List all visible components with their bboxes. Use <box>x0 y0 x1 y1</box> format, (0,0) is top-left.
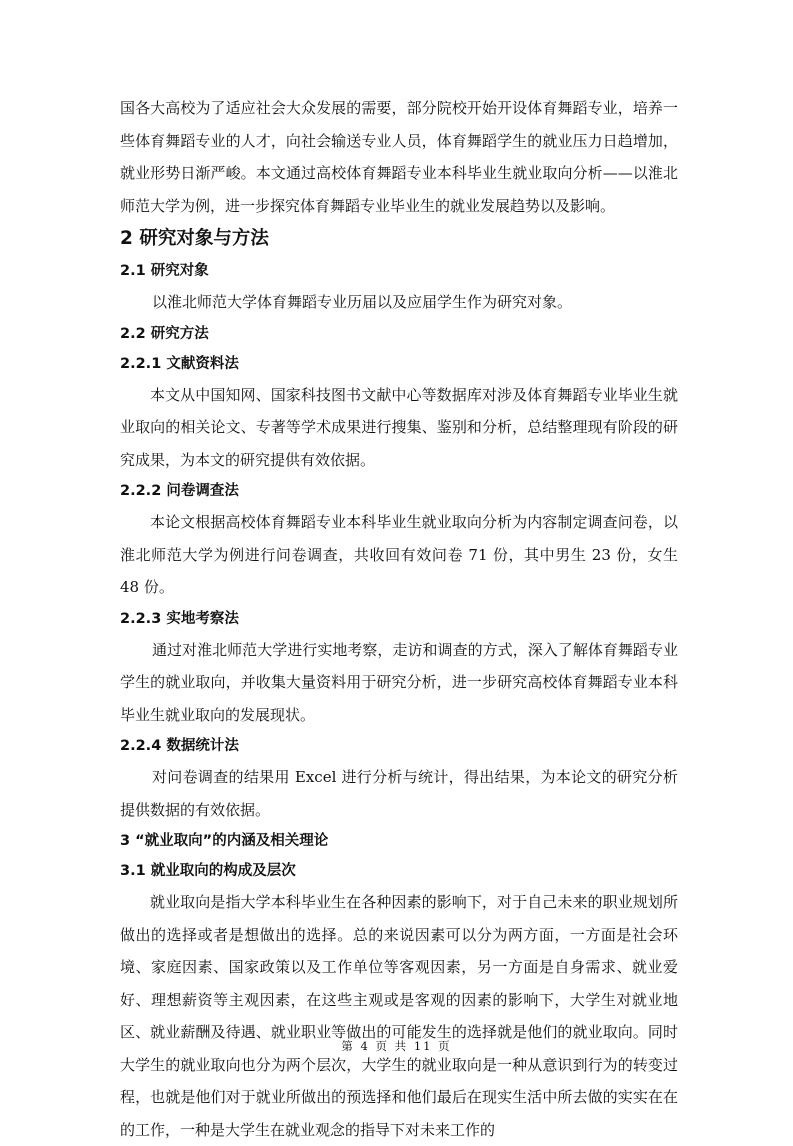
section-2-2-1-heading: 2.2.1 文献资料法 <box>120 355 239 372</box>
page-content <box>120 92 678 1146</box>
section-2-2-4-paragraph: 对问卷调查的结果用 Excel 进行分析与统计，得出结果，为本论文的研究分析提供数据的有效依据。 <box>120 768 678 819</box>
section-2-2-2-heading: 2.2.2 问卷调查法 <box>120 483 239 499</box>
section-2-2-3-heading: 2.2.3 实地考察法 <box>120 610 239 627</box>
section-3-heading: 3 “就业取向”的内涵及相关理论 <box>120 833 329 849</box>
section-2-2-2-paragraph: 本论文根据高校体育舞蹈专业本科毕业生就业取向分析为内容制定调查问卷，以淮北师范大学为例进行问卷调查，共收回有效问卷 71 份，其中男生 23 份，女生 48 份。 <box>120 513 678 596</box>
section-2-2-1-paragraph: 本文从中国知网、国家科技图书文献中心等数据库对涉及体育舞蹈专业毕业生就业取向的相关论文、专著等学术成果进行搜集、鉴别和分析，总结整理现有阶段的研究成果，为本文的研究提供有效依据。 <box>120 385 678 469</box>
section-2-2-heading: 2.2 研究方法 <box>120 325 209 342</box>
section-2-2-3-paragraph: 通过对淮北师范大学进行实地考察，走访和调查的方式，深入了解体育舞蹈专业学生的就业取向，并收集大量资料用于研究分析，进一步研究高校体育舞蹈专业本科毕业生就业取向的发展现状。 <box>120 640 678 724</box>
section-3-1-paragraph: 就业取向是指大学本科毕业生在各种因素的影响下，对于自己未来的职业规划所做出的选择或者是想做出的选择。总的来说因素可以分为两方面，一方面是社会环境、家庭因素、国家政策以及工作单位等客观因素，另一方面是自身需求、就业爱好、理想薪资等主观因素，在这些主观或是客观的因素的影响下，大学生对就业地区、就业薪酬及待遇、就业职业等做出的可能发生的选择就是他们的就业取向。同时大学生的就业取向也分为两个层次，大学生的就业取向是一种从意识到行为的转变过程，也就是他们对于就业所做出的预选择和他们最后在现实生活中所去做的实实在在的工作，一种是大学生在就业观念的指导下对未来工作的 <box>120 893 678 1139</box>
section-3-1-heading: 3.1 就业取向的构成及层次 <box>120 863 296 879</box>
page-number-footer: 第 4 页 共 11 页 <box>341 1039 452 1053</box>
section-2-1-paragraph: 以淮北师范大学体育舞蹈专业历届以及应届学生作为研究对象。 <box>152 293 573 311</box>
section-2-heading: 2 研究对象与方法 <box>120 228 269 249</box>
section-2-2-4-heading: 2.2.4 数据统计法 <box>120 738 239 754</box>
intro-paragraph: 国各大高校为了适应社会大众发展的需要，部分院校开始开设体育舞蹈专业，培养一些体育舞蹈专业的人才，向社会输送专业人员，体育舞蹈学生的就业压力日趋增加，就业形势日渐严峻。本文通过高校体育舞蹈专业本科毕业生就业取向分析——以淮北师范大学为例，进一步探究体育舞蹈专业毕业生的就业发展趋势以及影响。 <box>120 99 678 215</box>
section-2-1-heading: 2.1 研究对象 <box>120 263 209 279</box>
